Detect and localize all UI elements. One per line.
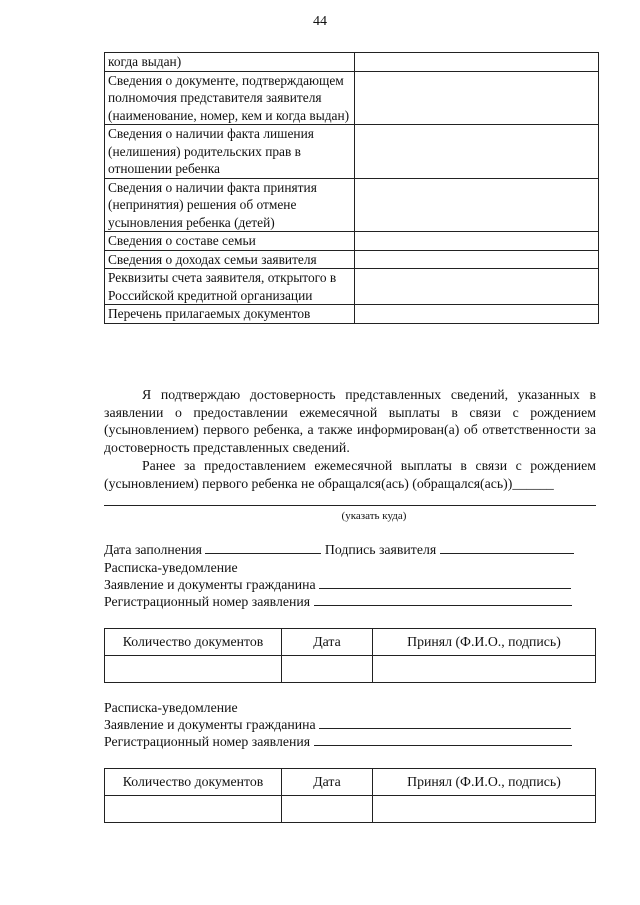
column-header: Принял (Ф.И.О., подпись)	[373, 629, 596, 656]
receipt-table	[104, 628, 596, 683]
column-header: Принял (Ф.И.О., подпись)	[373, 769, 596, 796]
table-cell[interactable]	[373, 796, 596, 823]
row-value[interactable]	[355, 305, 599, 324]
table-row	[105, 71, 599, 125]
table-header-row	[105, 769, 596, 796]
row-value[interactable]	[355, 250, 599, 269]
docs-label: Заявление и документы гражданина	[104, 717, 316, 732]
row-label: Сведения о наличии факта лишения (нелишения) родительских прав в отношении ребенка	[105, 125, 355, 179]
reg-label: Регистрационный номер заявления	[104, 734, 311, 749]
table-row	[105, 269, 599, 305]
where-hint: (указать куда)	[341, 510, 407, 522]
date-field[interactable]	[205, 541, 321, 554]
table-header-row	[105, 629, 596, 656]
column-header: Количество документов	[105, 769, 282, 796]
table-row	[105, 125, 599, 179]
table-row	[105, 232, 599, 251]
row-label: Сведения о составе семьи	[105, 232, 355, 251]
table-row	[105, 305, 599, 324]
confirmation-paragraph: Я подтверждаю достоверность представленных сведений, указанных в заявлении о предоставлении ежемесячной выплаты в связи с рождением (усыновлением) первого ребенка, а также информирован(а) об ответственности за достоверность представленных сведений.	[104, 387, 596, 455]
signature-field[interactable]	[440, 541, 574, 554]
receipt-table-2	[104, 768, 596, 823]
table-cell[interactable]	[282, 656, 373, 683]
receipt-title-2: Расписка-уведомление	[104, 700, 238, 715]
page-number: 44	[313, 14, 327, 29]
table-row	[105, 250, 599, 269]
docs-line	[104, 576, 571, 593]
signature-label: Подпись заявителя	[324, 542, 437, 557]
fill-line[interactable]	[104, 505, 596, 506]
applicant-info-table	[104, 52, 599, 324]
table-cell[interactable]	[282, 796, 373, 823]
table-row	[105, 53, 599, 72]
row-label: Перечень прилагаемых документов	[105, 305, 355, 324]
table-cell[interactable]	[105, 656, 282, 683]
docs-field[interactable]	[319, 716, 571, 729]
docs-label: Заявление и документы гражданина	[104, 577, 316, 592]
previous-application-paragraph: Ранее за предоставлением ежемесячной выплаты в связи с рождением (усыновлением) первого ребенка не обращался(ась) (обращался(ась))______	[104, 458, 596, 491]
row-label: когда выдан)	[105, 53, 355, 72]
receipt-title: Расписка-уведомление	[104, 560, 238, 575]
reg-line	[104, 593, 572, 610]
row-value[interactable]	[355, 269, 599, 305]
row-value[interactable]	[355, 53, 599, 72]
reg-field[interactable]	[314, 593, 572, 606]
table-row	[105, 656, 596, 683]
docs-field[interactable]	[319, 576, 571, 589]
column-header: Дата	[282, 629, 373, 656]
column-header: Дата	[282, 769, 373, 796]
row-value[interactable]	[355, 125, 599, 179]
reg-line-2	[104, 733, 572, 750]
table-row	[105, 178, 599, 232]
row-label: Реквизиты счета заявителя, открытого в Российской кредитной организации	[105, 269, 355, 305]
docs-line-2	[104, 716, 571, 733]
reg-label: Регистрационный номер заявления	[104, 594, 311, 609]
row-value[interactable]	[355, 178, 599, 232]
table-row	[105, 796, 596, 823]
date-signature-line	[104, 541, 574, 558]
reg-field[interactable]	[314, 733, 572, 746]
row-label: Сведения о документе, подтверждающем полномочия представителя заявителя (наименование, номер, кем и когда выдан)	[105, 71, 355, 125]
column-header: Количество документов	[105, 629, 282, 656]
row-label: Сведения о наличии факта принятия (непринятия) решения об отмене усыновления ребенка (детей)	[105, 178, 355, 232]
table-cell[interactable]	[105, 796, 282, 823]
row-value[interactable]	[355, 71, 599, 125]
row-value[interactable]	[355, 232, 599, 251]
row-label: Сведения о доходах семьи заявителя	[105, 250, 355, 269]
table-cell[interactable]	[373, 656, 596, 683]
date-label: Дата заполнения	[104, 542, 202, 557]
